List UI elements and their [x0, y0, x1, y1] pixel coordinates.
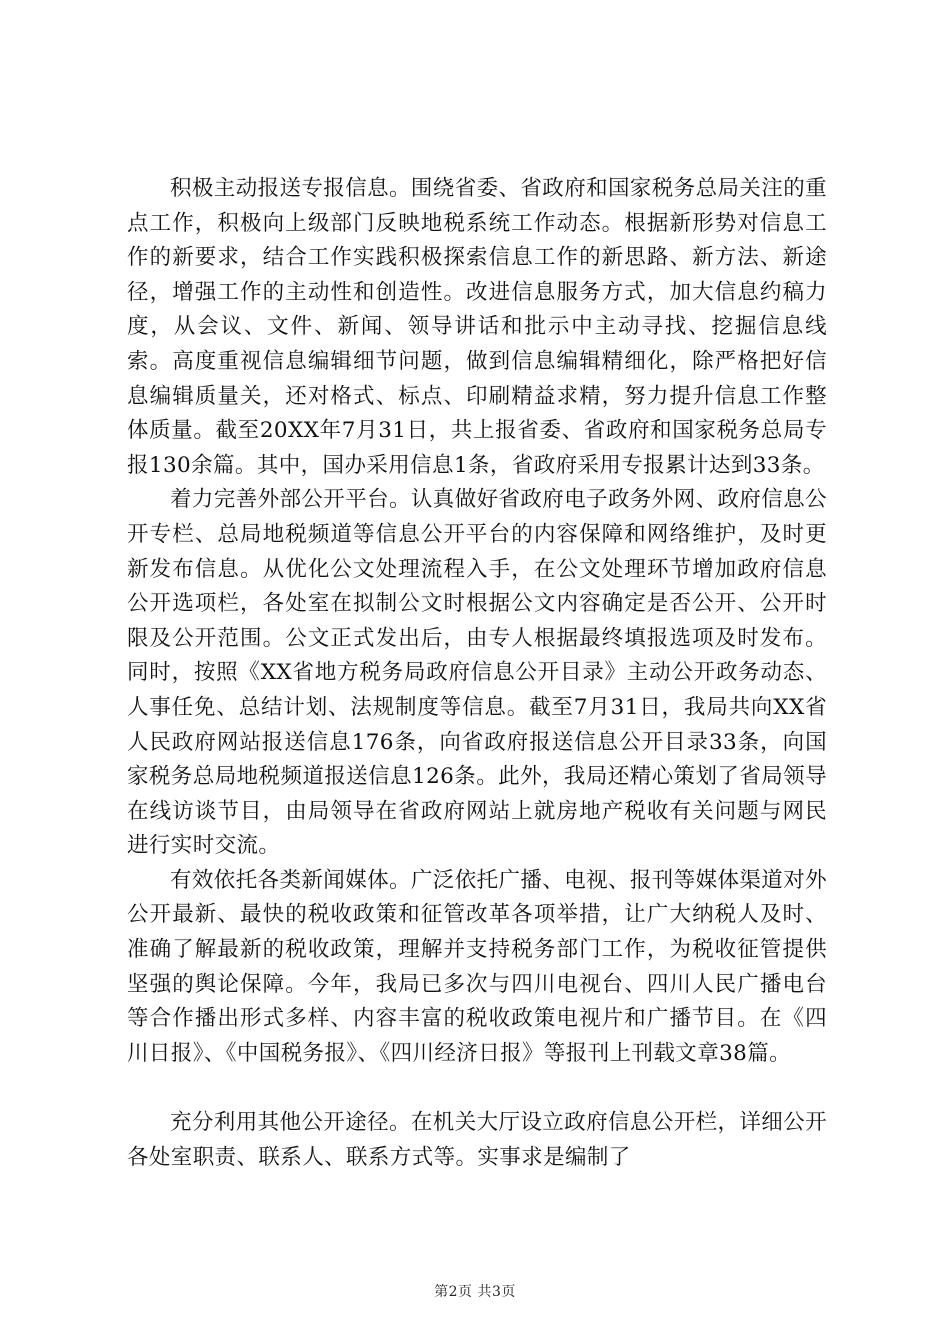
paragraph-news-media: 有效依托各类新闻媒体。广泛依托广播、电视、报刊等媒体渠道对外公开最新、最快的税收政策和征管改革各项举措，让广大纳税人及时、准确了解最新的税收政策，理解并支持税务部门工作，为税收征管提供坚强的舆论保障。今年，我局已多次与四川电视台、四川人民广播电台等合作播出形式多样、内容丰富的税收政策电视片和广播节目。在《四川日报》、《中国税务报》、《四川经济日报》等报刊上刊载文章38篇。 — [127, 867, 828, 1066]
page-number-footer: 第2页 共3页 — [434, 1284, 516, 1300]
document-body — [127, 172, 827, 1176]
paragraph-special-reports: 积极主动报送专报信息。围绕省委、省政府和国家税务总局关注的重点工作，积极向上级部门反映地税系统工作动态。根据新形势对信息工作的新要求，结合工作实践积极探索信息工作的新思路、新方法、新途径，增强工作的主动性和创造性。改进信息服务方式，加大信息约稿力度，从会议、文件、新闻、领导讲话和批示中主动寻找、挖掘信息线索。高度重视信息编辑细节问题，做到信息编辑精细化，除严格把好信息编辑质量关，还对格式、标点、印刷精益求精，努力提升信息工作整体质量。截至20XX年7月31日，共上报省委、省政府和国家税务总局专报130余篇。其中，国办采用信息1条，省政府采用专报累计达到33条。 — [127, 176, 828, 478]
paragraph-other-channels: 充分利用其他公开途径。在机关大厅设立政府信息公开栏，详细公开各处室职责、联系人、联系方式等。实事求是编制了 — [127, 1110, 828, 1171]
paragraph-external-platforms: 着力完善外部公开平台。认真做好省政府电子政务外网、政府信息公开专栏、总局地税频道等信息公开平台的内容保障和网络维护，及时更新发布信息。从优化公文处理流程入手，在公文处理环节增加政府信息公开选项栏，各处室在拟制公文时根据公文内容确定是否公开、公开时限及公开范围。公文正式发出后，由专人根据最终填报选项及时发布。同时，按照《XX省地方税务局政府信息公开目录》主动公开政务动态、人事任免、总结计划、法规制度等信息。截至7月31日，我局共向XX省人民政府网站报送信息176条，向省政府报送信息公开目录33条，向国家税务总局地税频道报送信息126条。此外，我局还精心策划了省局领导在线访谈节目，由局领导在省政府网站上就房地产税收有关问题与网民进行实时交流。 — [127, 487, 828, 859]
